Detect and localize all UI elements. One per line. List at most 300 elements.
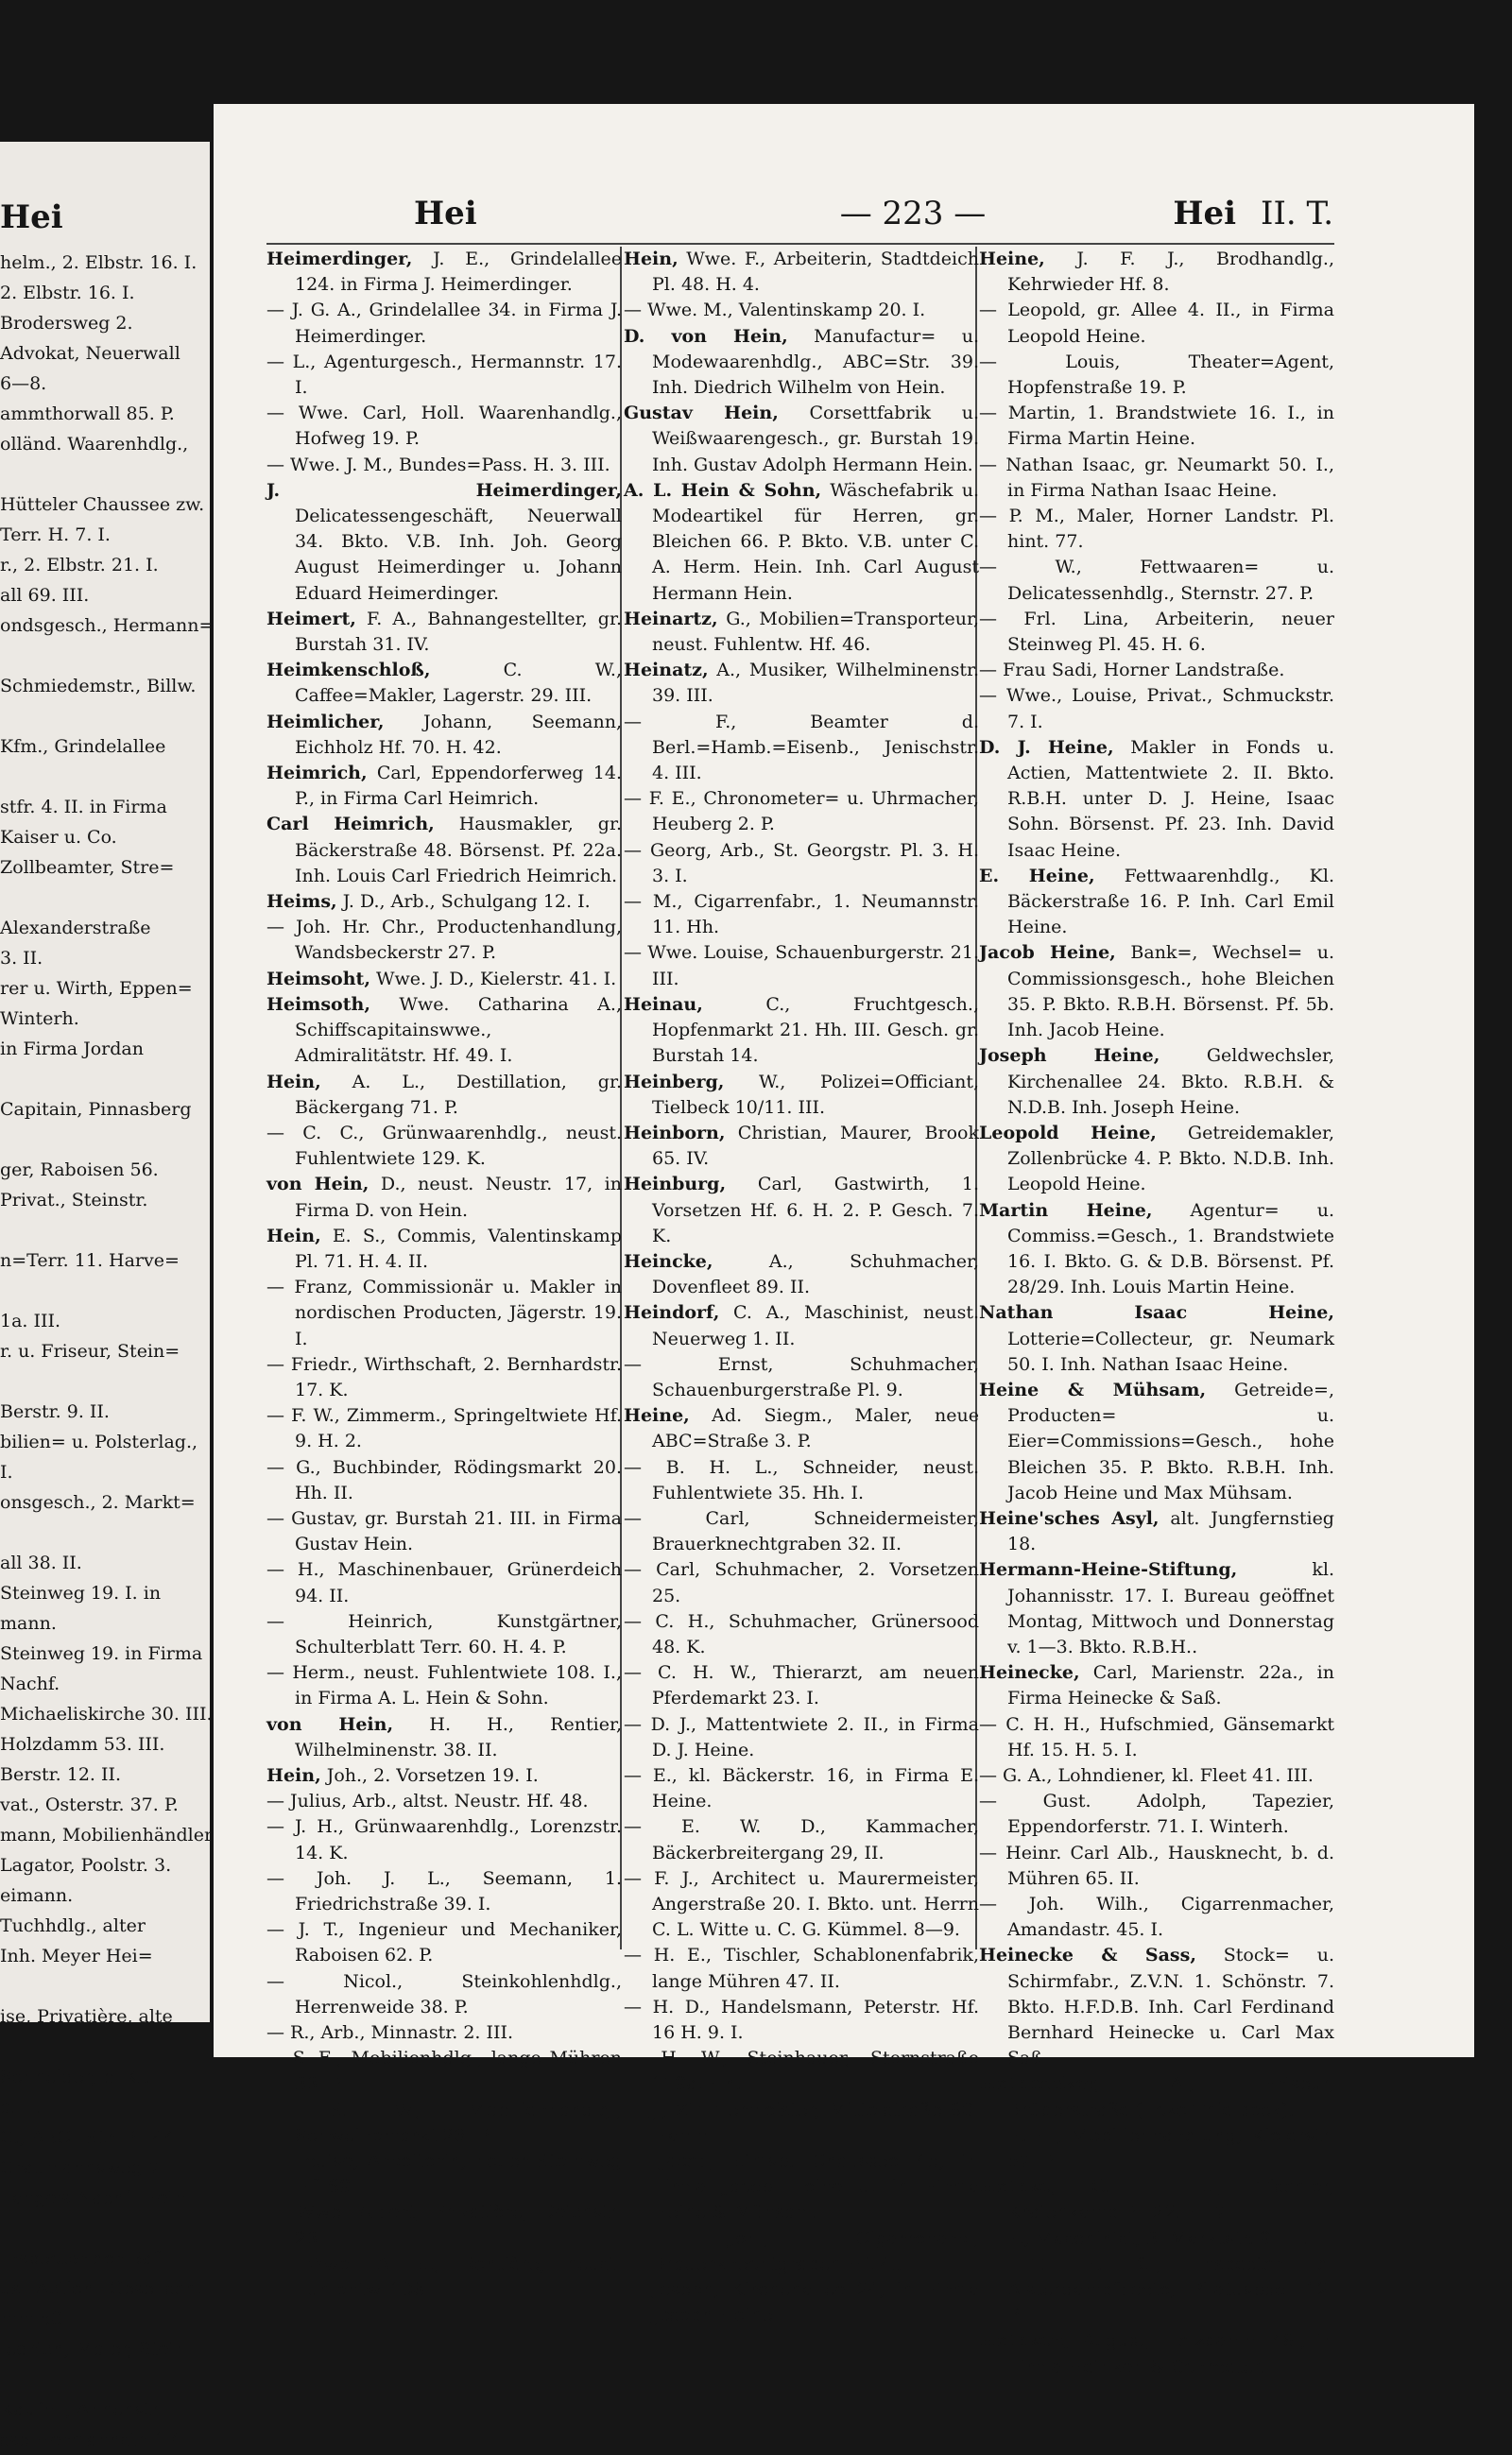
directory-entry [624, 2226, 979, 2277]
left-page-line: all 69. III. [0, 585, 90, 606]
entry-name: Heimrich, [266, 763, 368, 784]
directory-entry [979, 1892, 1334, 1943]
directory-entry [624, 298, 979, 323]
left-page-line: Winterh. [0, 1008, 79, 1029]
left-page-line: ammthorwall 85. P. [0, 403, 175, 424]
directory-entry [624, 940, 979, 991]
left-page-header: Hei [0, 198, 63, 236]
left-page-line: n=Terr. 11. Harve= [0, 1250, 180, 1271]
entry-text: — J. G. A., Grindelallee 34. in Firma J. Heimerdinger. [266, 300, 622, 347]
entry-text: J. E., Grindelallee 124. in Firma J. Heimerdinger. [295, 249, 622, 296]
directory-entry [266, 1070, 622, 1121]
page-number: — 223 — [839, 195, 987, 232]
entry-text: Joh., 2. Vorsetzen 19. I. [320, 1764, 539, 1786]
directory-entry [266, 2149, 622, 2200]
directory-entry [266, 2098, 622, 2149]
directory-entry [979, 1198, 1334, 1301]
left-page-line [0, 2364, 210, 2395]
directory-entry [624, 1455, 979, 1506]
left-page-line: Schmiedemstr., Billw. [0, 676, 197, 696]
left-page-line [0, 1518, 210, 1548]
directory-entry [979, 1300, 1334, 1378]
entry-text: — Joseph, Kirchenallee 24, in Firma Joseph Heine. [624, 2279, 979, 2326]
left-page-line: Advokat, Neuerwall [0, 343, 180, 364]
entry-name: Heims, [266, 891, 337, 913]
directory-entry [979, 453, 1334, 504]
entry-text: — C. H. W., Thierarzt, am neuen Pferdemarkt 23. I. [624, 1662, 979, 1709]
directory-entry [624, 2046, 979, 2097]
left-page-line: Tuchhdlg., alter [0, 1915, 146, 1936]
left-page-line: mm 50. I. [0, 2309, 87, 2329]
directory-entry [624, 889, 979, 940]
entry-text: — Nicol., Steinkohlenhdlg., Herrenweide 38. P. [266, 1970, 622, 2017]
directory-entry [624, 1814, 979, 1865]
entry-text: C., Fruchtgesch., Hopfenmarkt 21. Hh. III. Gesch. gr. Burstah 14. [652, 993, 979, 1067]
directory-entry [266, 1789, 622, 1814]
left-page-line: us=Actien=Gesellsch. [0, 2278, 202, 2299]
page-header [214, 195, 1338, 242]
entry-text: — Joh., Cigarrenarb., Brauerknechtgraben Hf. 45. [624, 2227, 979, 2275]
entry-text: — J., Zimmermeister, Mittelstraße 90. Hamm. [624, 2099, 979, 2146]
entry-name: Heinke, [979, 2176, 1057, 2198]
directory-entry [624, 1866, 979, 1944]
left-page-line: Graumannsweg 7. [0, 2157, 166, 2178]
directory-entry [266, 478, 622, 607]
entry-name: Heimlicher, [266, 711, 385, 732]
directory-entry [266, 1814, 622, 1865]
entry-text: A. L., Destillation, gr. Bäckergang 71. P. [295, 1071, 622, 1118]
entry-name: Heinborn, [624, 1122, 726, 1143]
left-page-line: r. u. Friseur, Stein= [0, 1341, 180, 1362]
entry-text: — H. D., Handelsmann, Peterstr. Hf. 16 H. 9. I. [624, 1996, 979, 2044]
left-page-line: Berstr. 12. II. [0, 1764, 122, 1785]
left-page-line [0, 701, 210, 731]
entry-text: Manufactur= u. Modewaarenhdlg., ABC=Str. 39. Inh. Diedrich Wilhelm von Hein. [652, 325, 979, 399]
directory-entry [624, 1660, 979, 1711]
entry-text: — S. E., Mobilienhdlg., lange Mühren 33. P. [266, 2048, 622, 2095]
directory-entry [266, 915, 622, 966]
entry-text: — Julius, Arb., altst. Neustr. Hf. 48. [266, 1791, 589, 1812]
entry-text: E. S., Commis, Valentinskamp Pl. 71. H. 4. II. [295, 1225, 622, 1272]
left-page-line: 1a. III. [0, 1311, 61, 1331]
entry-text: — M., Cigarrenfabr., 1. Neumannstr. 11. Hh. [624, 891, 979, 938]
entry-name: Heincke, [624, 1250, 713, 1272]
column-1 [266, 247, 623, 2301]
entry-name: Jacob Heine, [979, 942, 1116, 964]
entry-text: — G. A., Lohndiener, kl. Fleet 41. III. [979, 1764, 1314, 1786]
directory-entry [624, 658, 979, 709]
directory-entry [266, 350, 622, 401]
left-page-line [0, 1124, 210, 1155]
left-page-line [0, 641, 210, 671]
entry-name: Heimkenschloß, [266, 660, 431, 681]
entry-text: — Nathan Isaac, gr. Neumarkt 50. I., in Firma Nathan Isaac Heine. [979, 454, 1334, 501]
left-page-line [0, 1064, 210, 1094]
directory-entry [979, 1712, 1334, 1763]
left-page-line: ger, Raboisen 56. [0, 1159, 159, 1180]
left-page-line: Lange's Nachf. Heim= [0, 2188, 206, 2208]
left-page-line: I. [0, 1462, 13, 1483]
left-page-line: Hütteler Chaussee zw. [0, 494, 205, 515]
entry-text: — Herm., neust. Fuhlentwiete 108. I., in Firma A. L. Hein & Sohn. [266, 1662, 622, 1709]
entry-text: — C. H., Schuhmacher, Grünersood 48. K. [624, 1610, 979, 1657]
column-3 [979, 247, 1334, 2378]
entry-name: Heimerdinger, [266, 249, 413, 269]
entry-name: Heinatz, [624, 660, 709, 681]
entry-text: G., Mobilien=Transporteur, neust. Fuhlentw. Hf. 46. [652, 608, 979, 656]
entry-text: — T. H. C., Inspector d. Alsterdampfboote, Pilatuspool 12. P. [979, 2253, 1334, 2326]
directory-entry [266, 607, 622, 658]
directory-entry [979, 247, 1334, 298]
entry-name: Heinnecker, [979, 2073, 1102, 2095]
directory-entry [266, 1660, 622, 1711]
directory-entry [979, 350, 1334, 401]
left-page-line: Nachf. [0, 1674, 60, 1694]
directory-entry [266, 1969, 622, 2020]
entry-name: Leopold Heine, [979, 1122, 1157, 1143]
directory-entry [979, 683, 1334, 734]
directory-entry [979, 1378, 1334, 1506]
entry-text: — Leopold, gr. Allee 4. II., in Firma Leopold Heine. [979, 300, 1334, 347]
entry-text: — Louis, Theater=Agent, Hopfenstraße 19. P. [979, 351, 1334, 399]
entry-text: alt. Jungfernstieg 18. [1007, 1507, 1334, 1555]
directory-entry [624, 247, 979, 298]
entry-text: Carl, Marienstr. 22a., in Firma Heinecke & Saß. [1007, 1662, 1334, 1709]
directory-entry [979, 2123, 1334, 2174]
entry-text: kl. Johannisstr. 17. I. Bureau geöffnet Montag, Mittwoch und Donnerstag v. 1—3. Bkto. R.B.H.. [1007, 1559, 1334, 1657]
left-page-line [0, 2213, 210, 2243]
entry-name: Heine, [624, 1405, 690, 1427]
entry-text: W., Polizei=Officiant, Tielbeck 10/11. III. [652, 1071, 979, 1118]
entry-text: Johann, Seemann, Eichholz Hf. 70. H. 42. [295, 711, 622, 758]
left-page-line: olländ. Waarenhdlg., [0, 434, 189, 455]
left-page-line [0, 1276, 210, 1306]
left-page-line: all 38. II. [0, 1553, 82, 1573]
left-page-line: bilien= u. Polsterlag., [0, 1432, 198, 1452]
entry-name: Heindorf, [624, 1302, 720, 1324]
directory-entry [624, 1712, 979, 1763]
entry-text: — C. C., Grünwaarenhdlg., neust. Fuhlentwiete 129. K. [266, 1122, 622, 1170]
entry-name: Heinberg, [624, 1071, 725, 1092]
entry-text: — D. J., Mattentwiete 2. II., in Firma D. J. Heine. [624, 1713, 979, 1760]
directory-entry [266, 1352, 622, 1403]
entry-text: — S. W., Mobilienhandlg., Schweinemarkt 26. P. [266, 2099, 622, 2146]
entry-text: — Heinrich, Kunstgärtner, Schulterblatt Terr. 60. H. 4. P. [266, 1610, 622, 1657]
left-page-line [0, 1366, 210, 1397]
entry-name: Heimsoht, [266, 968, 370, 989]
directory-entry [624, 401, 979, 478]
left-page-line: Inspector der Baf= [0, 2248, 175, 2269]
directory-entry [266, 1866, 622, 1917]
entry-text: — Jacob, Eimsb. Chaussee 45, in Firma Jacob Heine u. in Firma Heine & Mühsam. [624, 2151, 979, 2223]
entry-text: — Joh. Hr. Chr., Productenhandlung, Wandsbeckerstr 27. P. [266, 917, 622, 964]
left-page-line: 3. II. [0, 948, 43, 969]
directory-entry [624, 710, 979, 787]
directory-entry [979, 940, 1334, 1043]
directory-entry [266, 2200, 622, 2251]
entry-text: — Carl, Schneidermeister, Brauerknechtgraben 32. II. [624, 1507, 979, 1555]
entry-text: — H. H., Mobilienhandlung, Kielerstr. 57. P. [979, 2124, 1334, 2172]
directory-entry [624, 2149, 979, 2226]
directory-entry [266, 298, 622, 349]
entry-text: — G., Buchbinder, Rödingsmarkt 20. Hh. II. [266, 1456, 622, 1503]
entry-text: A., Friseur, Brüderstraße (Ecke Thielbeck). [1007, 2073, 1334, 2120]
directory-entry [266, 1224, 622, 1275]
left-page-line: G., ABC=Str. Pl. 44. [0, 2127, 181, 2148]
directory-entry [266, 1557, 622, 1608]
left-page-line: Capitain, Pinnasberg [0, 1099, 192, 1120]
left-page-line: Brodersweg 2. [0, 313, 133, 334]
entry-text: — Wwe. A. E., Rentière, neust. Fuhlentw. 108. I. [266, 2253, 622, 2301]
directory-entry [624, 1506, 979, 1557]
directory-entry [266, 1455, 622, 1506]
left-page-line: Steinweg 19. I. in [0, 1583, 162, 1604]
entry-text: Stock= u. Schirmfabr., Z.V.N. 1. Schönstr. 7. Bkto. H.F.D.B. Inh. Carl Ferdinand Bernhard Heinecke u. Carl Max Saß. [1007, 1945, 1334, 2069]
directory-page [214, 104, 1474, 2378]
column-2 [624, 247, 980, 2326]
directory-entry [979, 2226, 1334, 2252]
entry-name: Hein, [266, 1071, 321, 1092]
left-page-line: Zollbeamter, Stre= [0, 857, 175, 878]
left-page-line: mann. [0, 1613, 57, 1634]
entry-text: — P. M., Maler, Horner Landstr. Pl. hint. 77. [979, 506, 1334, 553]
entry-text: — Heinr. Carl Alb., Hausknecht, b. d. Mühren 65. II. [979, 1842, 1334, 1889]
directory-entry [266, 2252, 622, 2303]
entry-text: — Georg, Arb., St. Georgstr. Pl. 3. H. 3. I. [624, 839, 979, 886]
directory-entry [979, 2071, 1334, 2122]
left-page-line [0, 1971, 210, 2001]
left-page-line [0, 1215, 210, 1245]
left-page-line: rer u. Wirth, Eppen= [0, 978, 193, 999]
entry-name: Hermann-Heine-Stiftung, [979, 1559, 1238, 1581]
left-page-line: in Firma Jordan [0, 1039, 144, 1059]
directory-entry [266, 967, 622, 992]
directory-entry [624, 324, 979, 402]
directory-entry [979, 735, 1334, 864]
entry-text: A., Schuhmacher, Dovenfleet 89. II. [652, 1250, 979, 1298]
entry-text: — H., Maschinenbauer, Grünerdeich 94. II. [266, 1559, 622, 1606]
left-page-line: iedrich, Maler, Stein= [0, 2339, 201, 2360]
entry-name: J. Heimerdinger, [266, 479, 622, 501]
left-page-line: vat., Osterstr. 37. P. [0, 1794, 179, 1815]
entry-text: — Martin, 1. Brandstwiete 16. I., in Firma Martin Heine. [979, 403, 1334, 450]
entry-text: — L., Agenturgesch., Hermannstr. 17. I. [266, 351, 622, 399]
left-page-line: Berstr. 9. II. [0, 1401, 110, 1422]
directory-entry [979, 658, 1334, 683]
left-page-line [0, 459, 210, 489]
entry-text: Wwe. Catharina A., Schiffscapitainswwe., Admiralitätstr. Hf. 49. I. [295, 993, 622, 1067]
directory-entry [266, 2020, 622, 2046]
entry-text: Hausmakler, gr. Bäckerstraße 48. Börsenst. Pf. 22a. Inh. Louis Carl Friedrich Heimrich. [295, 814, 622, 886]
directory-entry [979, 2328, 1334, 2379]
entry-text: Wäschefabrik u. Modeartikel für Herren, gr. Bleichen 66. P. Bkto. V.B. unter C. A. Herm. Hein. Inh. Carl August Hermann Hein. [652, 479, 979, 604]
directory-entry [979, 555, 1334, 606]
directory-entry [266, 710, 622, 761]
entry-text: — C. H. H., Hufschmied, Gänsemarkt Hf. 15. H. 5. I. [979, 1713, 1334, 1760]
entry-text: — H. W., Steinhauer, Sternstraße 119a. Hh. I. [624, 2048, 979, 2095]
entry-text: — H. E., Tischler, Schablonenfabrik, lange Mühren 47. II. [624, 1945, 979, 1992]
directory-entry [624, 1943, 979, 1994]
entry-text: — Ernst, Schuhmacher, Schauenburgerstraße Pl. 9. [624, 1353, 979, 1400]
entry-name: Hein, [624, 249, 679, 269]
directory-entry [624, 1121, 979, 1172]
directory-entry [624, 838, 979, 889]
entry-name: Heimert, [266, 608, 356, 629]
entry-text: — Carl, Schuhmacher, 2. Vorsetzen 25. [624, 1559, 979, 1606]
directory-entry [624, 2098, 979, 2149]
directory-entry [624, 2277, 979, 2328]
entry-text: Getreide=, Producten= u. Eier=Commissions=Gesch., hohe Bleichen 35. P. Bkto. R.B.H. Inh. Jacob Heine und Max Mühsam. [1007, 1379, 1334, 1503]
directory-entry [266, 1506, 622, 1557]
left-page-line [0, 762, 210, 792]
left-page-line: Michaeliskirche 30. III. [0, 1704, 213, 1725]
entry-text: C. W., Caffee=Makler, Lagerstr. 29. III. [295, 660, 622, 707]
directory-entry [624, 1070, 979, 1121]
entry-text: Corsettfabrik u. Weißwaarengesch., gr. Burstah 19. Inh. Gustav Adolph Hermann Hein. [652, 403, 980, 475]
directory-entry [979, 864, 1334, 941]
entry-text: — E., kl. Bäckerstr. 16, in Firma E. Heine. [624, 1764, 979, 1812]
left-page-line: Holzdamm 53. III. [0, 1734, 165, 1755]
entry-text: — F. W., Zimmerm., Springeltwiete Hf. 9. H. 2. [266, 1405, 622, 1452]
entry-name: Carl Heimrich, [266, 814, 435, 835]
entry-text: — Wwe. Louise, Schauenburgerstr. 21. III. [624, 942, 979, 989]
directory-entry [266, 1275, 622, 1352]
header-left-keyword: Hei [414, 195, 477, 232]
entry-text: F. A., Bahnangestellter, gr. Burstah 31. IV. [295, 608, 622, 656]
left-page-line: 2. Elbstr. 16. I. [0, 283, 135, 303]
directory-entry [624, 786, 979, 837]
entry-text: — Joh. Wilh., Cigarrenmacher, Amandastr. 45. I. [979, 1894, 1334, 1941]
left-page-line: onsgesch., 2. Markt= [0, 1492, 196, 1513]
directory-entry [979, 1043, 1334, 1121]
entry-name: Gustav Hein, [624, 403, 779, 424]
entry-name: Hein, [266, 1764, 321, 1786]
entry-name: Hein, [266, 1225, 321, 1246]
left-page-line [0, 883, 210, 913]
directory-entry [266, 992, 622, 1070]
entry-text: Lotterie=Collecteur, gr. Neumark 50. I. Inh. Nathan Isaac Heine. [1007, 1328, 1334, 1375]
entry-text: — F. J., Architect u. Maurermeister, Angerstraße 20. I. Bkto. unt. Herrn C. L. Witte u. C. G. Kümmel. 8—9. [624, 1867, 979, 1941]
entry-text: — H., Maschinist, 3. Marktstr. 9. III. [979, 2227, 1310, 2249]
entry-name: von Hein, [266, 1174, 369, 1195]
entry-text: — Gust. Adolph, Tapezier, Eppendorferstr. 71. I. Winterh. [979, 1791, 1334, 1838]
directory-entry [979, 607, 1334, 658]
directory-entry [979, 2174, 1334, 2225]
entry-text: August, Holzdamm 48., in Firma Heinken & Schroeter. [1007, 2330, 1334, 2378]
entry-name: E. Heine, [979, 865, 1095, 886]
entry-text: — R., Arb., Minnastr. 2. III. [266, 2022, 514, 2044]
directory-entry [979, 1506, 1334, 1557]
directory-entry [266, 889, 622, 915]
directory-entry [624, 1403, 979, 1454]
directory-entry [979, 1841, 1334, 1892]
directory-entry [266, 1917, 622, 1968]
directory-entry [624, 1172, 979, 1249]
left-page-line: Steinweg 19. in Firma [0, 1643, 203, 1664]
entry-text: — W., Fettwaaren= u. Delicatessenhdlg., Sternstr. 27. P. [979, 557, 1334, 604]
entry-text: J. D., Arb., Schulgang 12. I. [336, 891, 591, 913]
entry-text: — Franz, Commissionär u. Makler in nordischen Producten, Jägerstr. 19. I. [266, 1277, 622, 1349]
entry-text: — B. H. L., Schneider, neust. Fuhlentwiete 35. Hh. I. [624, 1456, 979, 1503]
left-page-line: Inh. Meyer Hei= [0, 1946, 153, 1966]
directory-entry [266, 1121, 622, 1172]
directory-entry [266, 658, 622, 709]
entry-text: Delicatessengeschäft, Neuerwall 34. Bkto. V.B. Inh. Joh. Georg August Heimerdinger u. Johann Eduard Heimerdinger. [295, 506, 622, 604]
entry-name: A. L. Hein & Sohn, [624, 479, 822, 501]
directory-entry [979, 401, 1334, 452]
directory-entry [266, 1172, 622, 1223]
directory-entry [979, 1943, 1334, 2071]
left-page-line: eimann. [0, 1885, 74, 1906]
left-page-line [0, 2032, 210, 2062]
left-page-line: helm., 2. Elbstr. 16. I. [0, 252, 198, 273]
left-page-line: Lagator, Poolstr. 3. [0, 1855, 172, 1876]
entry-name: Heine, [979, 249, 1045, 269]
left-page-line: Terr. H. 7. I. [0, 524, 111, 545]
entry-text: G. H. L., Tischler, Kraienkamp Pl. 22. H. 7. III. [1007, 2176, 1334, 2223]
directory-entry [266, 812, 622, 889]
entry-text: Geldwechsler, Kirchenallee 24. Bkto. R.B.H. & N.D.B. Inh. Joseph Heine. [1007, 1045, 1334, 1118]
directory-entry [266, 761, 622, 812]
directory-entry [266, 2046, 622, 2097]
left-page-edge [0, 142, 215, 2450]
left-page-line: Kaiser u. Co. [0, 827, 117, 848]
left-page-line: sse Hermannstr. 17. I [0, 2429, 197, 2450]
entry-name: Martin Heine, [979, 1199, 1153, 1221]
header-right [1121, 195, 1333, 232]
header-rule [266, 243, 1334, 245]
entry-text: H. H., Rentier, Wilhelminenstr. 38. II. [295, 1713, 623, 1760]
entry-text: — Frl. Lina, Arbeiterin, neuer Steinweg Pl. 45. H. 6. [979, 608, 1334, 656]
directory-entry [979, 1557, 1334, 1660]
entry-text: — Frau Sadi, Horner Landstraße. [979, 660, 1285, 681]
entry-text: Ad. Siegm., Maler, neue ABC=Straße 3. P. [652, 1405, 979, 1452]
directory-entry [266, 1763, 622, 1789]
entry-name: Joseph Heine, [979, 1045, 1160, 1067]
directory-entry [624, 992, 979, 1070]
directory-entry [266, 247, 622, 298]
directory-entry [266, 1403, 622, 1454]
directory-entry [979, 1789, 1334, 1840]
entry-text: A., Musiker, Wilhelminenstr. 39. III. [652, 660, 979, 707]
directory-entry [979, 504, 1334, 555]
entry-text: D., neust. Neustr. 17, in Firma D. von Hein. [295, 1174, 622, 1221]
directory-entry [979, 2252, 1334, 2329]
entry-name: Nathan Isaac Heine, [979, 1302, 1334, 1324]
left-page-line: Schneider, b. Kl. [0, 2067, 150, 2087]
left-page-line: Kfm., Grindelallee [0, 736, 166, 757]
left-page-line: a. II. [0, 2097, 43, 2118]
directory-entry [624, 478, 979, 607]
header-part: II. T. [1261, 195, 1333, 232]
directory-entry [624, 1352, 979, 1403]
entry-name: Heimsoth, [266, 993, 370, 1015]
left-page-line: 6—8. [0, 373, 47, 394]
directory-entry [979, 1763, 1334, 1789]
entry-text: Agentur= u. Commiss.=Gesch., 1. Brandstwiete 16. I. Bkto. G. & D.B. Börsenst. Pf. 28/29. Inh. Louis Martin Heine. [1007, 1199, 1334, 1298]
entry-name: Heine & Mühsam, [979, 1379, 1207, 1400]
directory-entry [624, 1995, 979, 2046]
entry-text: Fettwaarenhdlg., Kl. Bäckerstraße 16. P. Inh. Carl Emil Heine. [1007, 865, 1334, 938]
left-page-line: stfr. 4. II. in Firma [0, 797, 167, 817]
entry-name: Heinken, [979, 2330, 1071, 2352]
entry-text: — J. H., Grünwaarenhdlg., Lorenzstr. 14. K. [266, 1816, 622, 1863]
left-page-line: ondsgesch., Hermann= [0, 615, 215, 636]
entry-text: — Wwe. J. M., Bundes=Pass. H. 3. III. [266, 454, 610, 475]
directory-entry [266, 1609, 622, 1660]
entry-text: J. F. J., Brodhandlg., Kehrwieder Hf. 8. [1007, 249, 1334, 296]
entry-text: — Wwe. Albert, Privatière, Deichstr. 23. III. [266, 2202, 622, 2249]
